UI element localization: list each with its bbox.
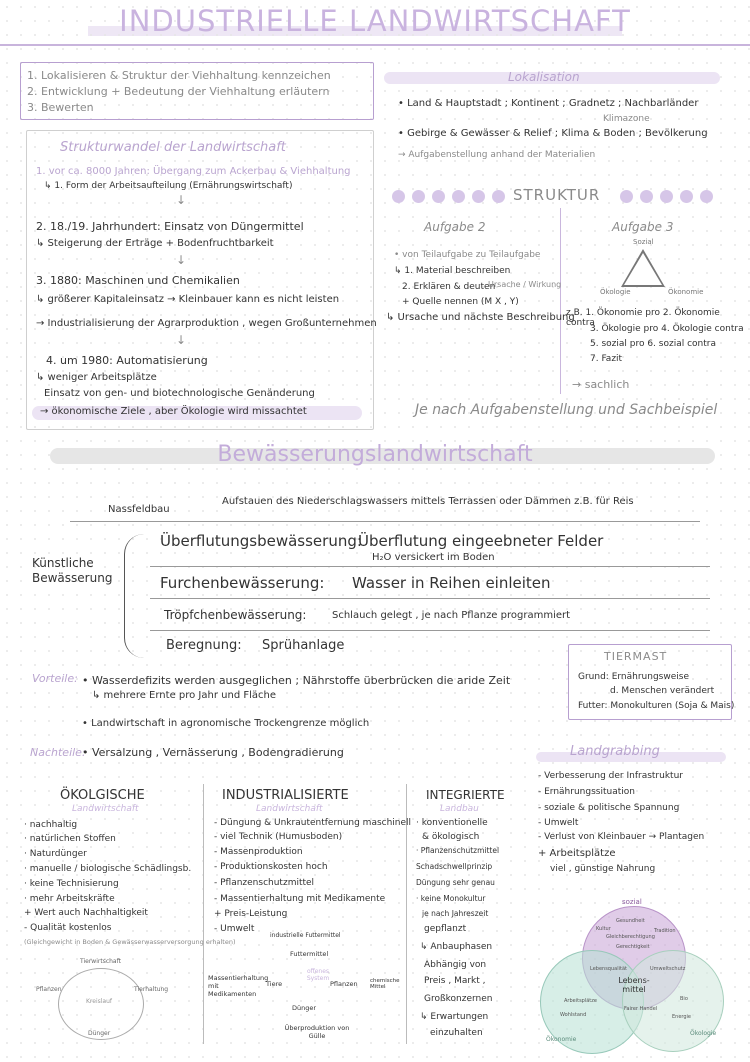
step-3-label: 3. 1880: Maschinen und Chemikalien [36,274,240,287]
step-2-note: ↳ Steigerung der Erträge + Bodenfruchtbarkeit [36,238,274,249]
industrialisierte-item-7: + Preis-Leistung [214,909,288,919]
cycle-label-2: Tierhaltung [134,986,169,993]
intro-box [20,62,374,120]
integrierte-item-7: je nach Jahreszeit [422,909,489,918]
type-1-sub: H₂O versickert im Boden [372,552,495,563]
lokalisation-item-2: Klimazone [603,114,650,124]
flow-label-9: Überproduktion von Gülle [284,1024,350,1040]
tiermast-heading: TIERMAST [604,650,668,663]
nassfeldbau-line [70,521,700,522]
step-1-note: ↳ 1. Form der Arbeitsaufteilung (Ernährungswirtschaft) [44,181,293,191]
nachteile-label: Nachteile: [30,746,86,759]
landgrabbing-item-3: - soziale & politische Spannung [538,803,680,813]
nassfeldbau-text: Aufstauen des Niederschlagswassers mittels Terrassen oder Dämmen z.B. für Reis [222,496,634,507]
integrierte-item-14: einzuhalten [430,1028,483,1038]
venn-tag-9: Umweltschutz [650,966,686,972]
industrialisierte-item-6: - Massentierhaltung mit Medikamente [214,894,386,904]
oekologische-item-9: (Gleichgewicht in Boden & Gewässerwasserversorgung erhalten) [24,938,236,946]
integrierte-sub: Landbau [440,804,479,814]
integrierte-item-6: · keine Monokultur [416,894,486,903]
oekologische-item-6: · mehr Arbeitskräfte [24,894,115,904]
title-underline [0,44,750,46]
venn-tag-3: Tradition [654,928,676,934]
bewaesserung-heading: Bewässerungslandwirtschaft [217,442,533,467]
arrow-down-icon: ↓ [176,193,187,207]
cycle-label-1: Tierwirtschaft [80,958,121,965]
integrierte-item-3: · Pflanzenschutzmittel [416,846,500,855]
type-1-name: Überflutungsbewässerung: [160,532,362,550]
aufgabe2-item-6: ↳ Ursache und nächste Beschreibung [386,312,575,323]
nassfeldbau-label: Nassfeldbau [108,504,170,515]
aufgabe2-item-1: • von Teilaufgabe zu Teilaufgabe [394,250,541,260]
arrow-down-icon: ↓ [176,253,187,267]
venn-tag-8: Wohlstand [560,1012,587,1018]
step-2-label: 2. 18./19. Jahrhundert: Einsatz von Düngermittel [36,220,304,233]
struktur-footer: Je nach Aufgabenstellung und Sachbeispiel [415,402,718,418]
integrierte-item-4: Schadschwellprinzip [416,862,493,871]
type-3-line [150,630,710,631]
struktur-dots [392,188,512,207]
landgrabbing-item-6: + Arbeitsplätze [538,848,616,859]
venn-tag-11: Bio [680,996,688,1002]
flow-label-8: Dünger [292,1004,317,1012]
venn-label-top: sozial [622,898,642,906]
intro-item-2: 2. Entwicklung + Bedeutung der Viehhaltung erläutern [27,85,330,98]
struktur-dots-right [620,188,720,207]
venn-tag-5: Gerechtigkeit [616,944,650,950]
struktur-heading: STRUKTUR [513,186,601,204]
tiermast-item-3: Futter: Monokulturen (Soja & Mais) [578,701,735,711]
lokalisation-item-4: → Aufgabenstellung anhand der Materialien [398,150,596,160]
industrialisierte-item-4: - Produktionskosten hoch [214,862,328,872]
aufgabe2-item-2: ↳ 1. Material beschreiben [394,266,511,276]
vorteile-label: Vorteile: [32,672,78,685]
type-2-text: Wasser in Reihen einleiten [352,574,551,592]
integrierte-item-1: · konventionelle [416,818,488,828]
step-3-note: ↳ größerer Kapitaleinsatz → Kleinbauer kann es nicht leisten [36,294,340,305]
kuenstlich-brace [124,534,147,658]
aufgabe2-heading: Aufgabe 2 [424,220,486,234]
landgrabbing-item-1: - Verbesserung der Infrastruktur [538,771,683,781]
triangle-label-left: Ökologie [600,288,631,296]
venn-tag-10: Fairer Handel [624,1006,658,1012]
integrierte-item-9: ↳ Anbauphasen [420,942,493,952]
flow-label-5: Tiere [266,980,283,988]
aufgabe3-item-2: 3. Ökologie pro 4. Ökologie contra [590,324,744,334]
strukturwandel-footer: → ökonomische Ziele , aber Ökologie wird missachtet [40,406,307,417]
industrialisierte-item-5: - Pflanzenschutzmittel [214,878,315,888]
venn-tag-7: Arbeitsplätze [564,998,597,1004]
aufgabe3-item-3: 5. sozial pro 6. sozial contra [590,339,716,349]
industrialisierte-heading: INDUSTRIALISIERTE [222,788,349,803]
type-4-name: Beregnung: [166,638,242,653]
aufgabe2-item-5: + Quelle nennen (M X , Y) [402,297,519,307]
col-divider-1 [203,784,204,1044]
industrialisierte-item-8: - Umwelt [214,924,255,934]
step-4-note: ↳ weniger Arbeitsplätze [36,372,157,383]
struktur-divider [560,208,561,394]
step-4-label: 4. um 1980: Automatisierung [46,354,208,367]
oekologische-item-5: · keine Technisierung [24,879,119,889]
strukturwandel-heading: Strukturwandel der Landwirtschaft [60,140,286,155]
oekologische-item-8: - Qualität kostenlos [24,923,112,933]
industrialisierte-item-1: - Düngung & Unkrautentfernung maschinell [214,818,412,828]
intro-item-1: 1. Lokalisieren & Struktur der Viehhaltung kennzeichen [27,69,331,82]
oekologische-item-4: · manuelle / biologische Schädlingsb. [24,864,192,874]
aufgabe3-heading: Aufgabe 3 [612,220,674,234]
type-1-line [150,566,710,567]
triangle-label-right: Ökonomie [668,288,704,296]
nachteile-text: • Versalzung , Vernässerung , Bodengradierung [82,746,344,759]
flow-label-4: Massentierhaltung mit Medikamenten [208,974,269,998]
integrierte-item-11: Preis , Markt , [424,976,486,986]
flow-label-6: Pflanzen [330,980,358,988]
integrierte-item-5: Düngung sehr genau [416,878,495,887]
page-title: INDUSTRIELLE LANDWIRTSCHAFT [0,4,750,38]
type-4-text: Sprühanlage [262,638,345,653]
intro-item-3: 3. Bewerten [27,101,94,114]
oekologische-heading: ÖKOLGISCHE [60,788,145,803]
oekologische-sub: Landwirtschaft [72,804,139,814]
flow-label-2: Futtermittel [290,950,329,958]
cycle-label-4: Dünger [88,1030,111,1037]
flow-label-7: chemische Mittel [370,978,400,990]
lokalisation-heading: Lokalisation [508,70,580,84]
integrierte-item-12: Großkonzernen [424,994,493,1004]
type-2-line [150,598,710,599]
venn-label-left: Ökonomie [546,1036,577,1043]
type-3-name: Tröpfchenbewässerung: [164,608,307,622]
lokalisation-item-3: • Gebirge & Gewässer & Relief ; Klima & Boden ; Bevölkerung [398,128,708,139]
oekologische-item-3: · Naturdünger [24,849,87,859]
type-3-text: Schlauch gelegt , je nach Pflanze programmiert [332,610,571,621]
industrialisierte-item-3: - Massenproduktion [214,847,303,857]
flow-label-1: industrielle Futtermittel [270,932,341,939]
landgrabbing-item-4: - Umwelt [538,818,579,828]
kuenstlich-label: Künstliche Bewässerung [32,556,113,585]
venn-tag-6: Lebensqualität [590,966,627,972]
landgrabbing-heading: Landgrabbing [570,744,660,759]
landgrabbing-item-5: - Verlust von Kleinbauer → Plantagen [538,832,705,842]
tiermast-item-2: d. Menschen verändert [610,686,715,696]
oekologische-item-1: · nachhaltig [24,820,78,830]
industrialisierte-item-2: - viel Technik (Humusboden) [214,832,343,842]
landgrabbing-item-7: viel , günstige Nahrung [550,864,656,874]
triangle-inner [624,253,662,285]
arrow-down-icon: ↓ [176,333,187,347]
aufgabe3-item-1: z.B. 1. Ökonomie pro 2. Ökonomie contra [566,308,720,328]
cycle-label-3: Pflanzen [36,986,62,993]
type-2-name: Furchenbewässerung: [160,574,325,592]
aufgabe2-item-3: 2. Erklären & deuten [402,282,496,292]
lokalisation-item-1: • Land & Hauptstadt ; Kontinent ; Gradnetz ; Nachbarländer [398,98,699,109]
vorteile-item-1: • Wasserdefizits werden ausgeglichen ; Nährstoffe überbrücken die aride Zeit [82,674,511,687]
triangle-label-top: Sozial [633,238,654,246]
venn-tag-1: Gesundheit [616,918,645,924]
venn-tag-2: Kultur [596,926,611,932]
cycle-label-5: Kreislauf [86,998,113,1005]
vorteile-item-2: ↳ mehrere Ernte pro Jahr und Fläche [92,690,276,701]
oekologische-item-7: + Wert auch Nachhaltigkeit [24,908,148,918]
integrierte-item-8: gepflanzt [424,924,467,934]
step-3-note-2: → Industrialisierung der Agrarproduktion , wegen Großunternehmen [36,318,377,329]
venn-label-right: Ökologie [690,1030,717,1037]
aufgabe2-item-4: Ursache / Wirkung [488,280,562,289]
aufgabe3-item-4: 7. Fazit [590,354,623,364]
venn-tag-4: Gleichberechtigung [606,934,655,940]
venn-center: Lebens- mittel [618,976,650,994]
integrierte-heading: INTEGRIERTE [426,788,505,802]
oekologische-item-2: · natürlichen Stoffen [24,834,116,844]
landgrabbing-item-2: - Ernährungssituation [538,787,635,797]
tiermast-item-1: Grund: Ernährungsweise [578,672,689,682]
aufgabe3-arrow: → sachlich [572,378,630,391]
step-1-label: 1. vor ca. 8000 Jahren: Übergang zum Ackerbau & Viehhaltung [36,166,351,177]
type-1-text: Überflutung eingeebneter Felder [358,532,604,550]
industrialisierte-sub: Landwirtschaft [256,804,323,814]
integrierte-item-10: Abhängig von [424,960,487,970]
step-4-note-2: Einsatz von gen- und biotechnologische Genänderung [44,388,315,399]
integrierte-item-2: & ökologisch [422,832,480,842]
vorteile-item-3: • Landwirtschaft in agronomische Trockengrenze möglich [82,718,370,729]
venn-tag-12: Energie [672,1014,692,1020]
flow-label-3: offenes System [306,968,330,982]
integrierte-item-13: ↳ Erwartungen [420,1012,489,1022]
